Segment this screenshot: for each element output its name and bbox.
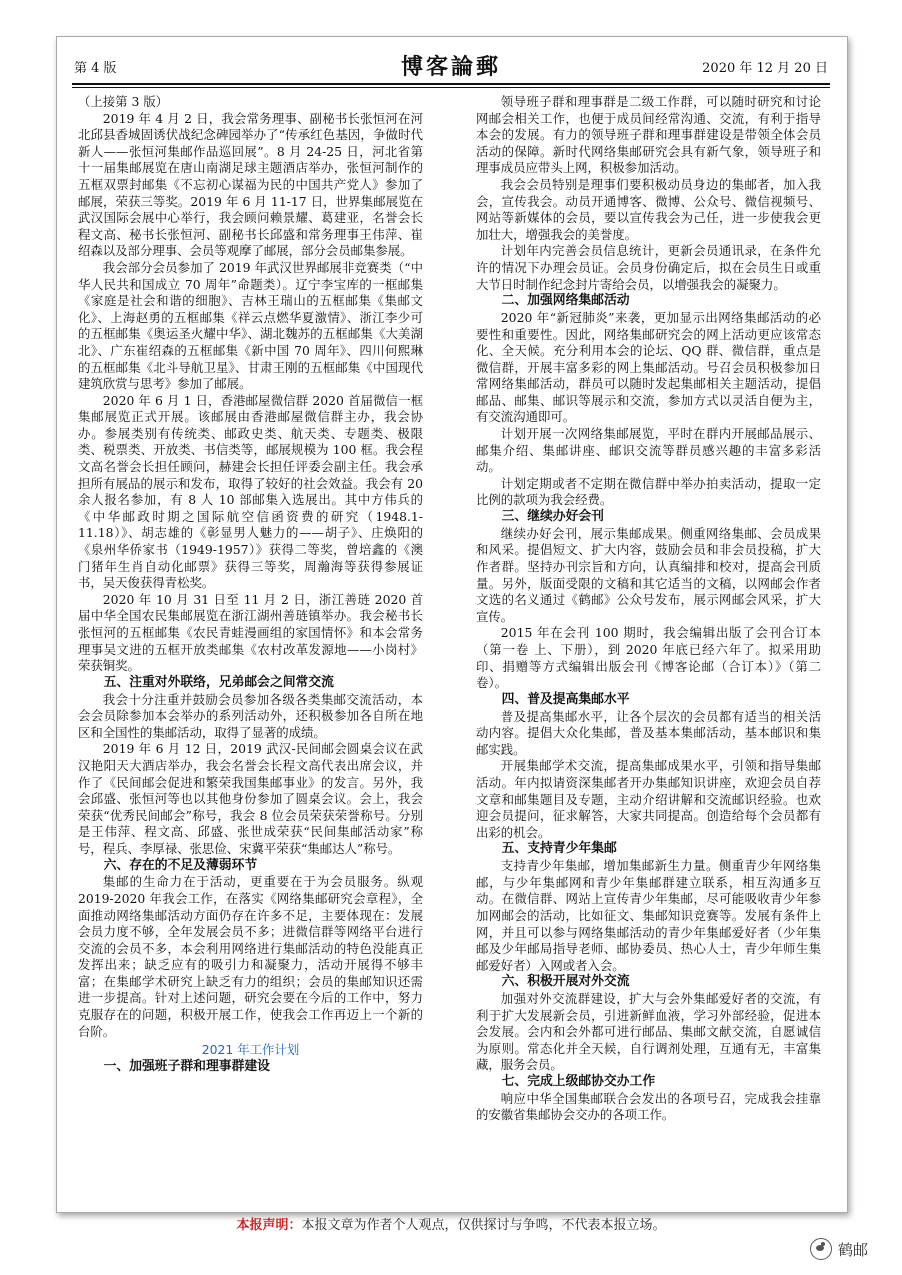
issue-date: 2020 年 12 月 20 日 — [702, 61, 828, 76]
paragraph: 加强对外交流群建设，扩大与会外集邮爱好者的交流，有利于扩大发展新会员，引进新鲜血液，学习外部经验，促进本会发展。会内和会外都可进行邮品、集邮文献交流，自愿诚信为原则。常态化并全天候，自行调剂处理，互通有无，丰富集藏，服务会员。 — [476, 991, 821, 1073]
right-column — [476, 94, 821, 1202]
paragraph: 计划定期或者不定期在微信群中举办拍卖活动，提取一定比例的款项为我会经费。 — [476, 475, 821, 508]
work-plan-title: 2021 年工作计划 — [201, 1042, 300, 1058]
paragraph: 集邮的生命力在于活动，更重要在于为会员服务。纵观 2019-2020 年我会工作，在落实《网络集邮研究会章程》，全面推动网络集邮活动方面仍存在许多不足，主要体现在：发展会员力度不够，全年发展会员不多；进微信群等网络平台进行交流的会员不多，本会利用网络进行集邮活动的特色没能真正发挥出来；缺乏应有的吸引力和凝聚力，活动开展得不够丰富；在集邮学术研究上缺乏有力的组织；会员的集邮知识还需进一步提高。针对上述问题，研究会要在今后的工作中，努力克服存在的问题，积极开展工作，使我会工作再迈上一个新的台阶。 — [78, 874, 423, 1039]
paragraph: 支持青少年集邮，增加集邮新生力量。侧重青少年网络集邮，与少年集邮网和青少年集邮群建立联系，相互沟通多互动。在微信群、网站上宣传青少年集邮，尽可能吸收青少年参加网邮会的活动，比如征文、集邮知识竞赛等。发展有条件上网，并且可以参与网络集邮活动的青少年集邮爱好者（少年集邮及少年邮局指导老师、邮协委员、热心人士，青少年师生集邮爱好者）入网或者入会。 — [476, 858, 821, 973]
paragraph: 我会部分会员参加了 2019 年武汉世界邮展非竞赛类（“中华人民共和国成立 70 周年”命题类）。辽宁李宝库的一框邮集《家庭是社会和谐的细胞》、吉林王瑞山的五框邮集《集邮文化》、上海赵勇的五框邮集《祥云点燃华夏激情》、浙江李少可的五框邮集《奥运圣火耀中华》、湖北魏苏的五框邮集《大美湖北》、广东崔绍森的五框邮集《新中国 70 周年》、四川何熙琳的五框邮集《北斗导航卫星》、甘肃王刚的五框邮集《中国现代建筑欣赏与思考》参加了邮展。 — [78, 259, 423, 392]
section-heading: 二、加强网络集邮活动 — [501, 293, 630, 309]
left-column — [78, 94, 423, 1202]
paragraph: 响应中华全国集邮联合会发出的各项号召，完成我会挂靠的安徽省集邮协会交办的各项工作。 — [476, 1090, 821, 1123]
paragraph: 2019 年 4 月 2 日，我会常务理事、副秘书长张恒河在河北邱县香城固诱伏战纪念碑园举办了“传承红色基因，争做时代新人——张恒河集邮作品巡回展”。8 月 24-25 日，河北省第十一届集邮展览在唐山南湖足球主题酒店举办，张恒河制作的五框双票封邮集《不忘初心谋福为民的中国共产党人》参加了邮展，荣获三等奖。2019 年 6 月 11-17 日，世界集邮展览在武汉国际会展中心举行，我会顾问赖景耀、葛建亚，名誉会长程文高、秘书长张恒河、副秘书长邱盛和常务理事王伟萍、崔绍森以及部分理事、会员等观摩了邮展，部分会员邮集参展。 — [78, 110, 423, 259]
edition-number: 第 4 版 — [74, 61, 117, 76]
paragraph: 我会会员特别是理事们要积极动员身边的集邮者，加入我会，宣传我会。动员开通博客、微博、公众号、微信视频号、网站等新媒体的会员，要以宣传我会为己任，进一步使我会更加壮大，增强我会的美誉度。 — [476, 176, 821, 242]
watermark — [810, 1238, 868, 1260]
header-rule-thin — [72, 87, 830, 88]
paragraph: 2015 年在会刊 100 期时，我会编辑出版了会刊合订本（第一卷 上、下册），到 2020 年底已经六年了。拟采用助印、捐赠等方式编辑出版会刊《博客论邮（合订本）》（第二卷）。 — [476, 625, 821, 691]
section-heading: 四、普及提高集邮水平 — [501, 691, 630, 707]
paragraph: 继续办好会刊，展示集邮成果。侧重网络集邮、会员成果和风采。提倡短文、扩大内容，鼓励会员和非会员投稿，扩大作者群。坚持办刊宗旨和方向，认真编排和校对，提高会刊质量。另外，版面受限的文稿和其它适当的文稿，以网邮会作者文选的名义通过《鹤邮》公众号发布，展示网邮会风采，扩大宣传。 — [476, 525, 821, 624]
masthead-title: 博客論郵 — [400, 54, 501, 80]
continued-note: （上接第 3 版） — [78, 94, 169, 109]
watermark-text: 鹤邮 — [837, 1240, 868, 1259]
header-rule — [72, 83, 830, 85]
paragraph: 2020 年 6 月 1 日，香港邮屋微信群 2020 首届微信一框集邮展览正式开展。该邮展由香港邮屋微信群主办，我会协办。参展类别有传统类、邮政史类、航天类、专题类、极限类、税票类、开放类、书信类等，邮展规模为 100 框。我会程文高名誉会长担任顾问，赫建会长担任评委会副主任。我会承担所有展品的展示和发布，取得了较好的社会效益。我会有 20 余人报名参加，有 8 人 10 部邮集入选展出。其中方伟兵的《中华邮政时期之国际航空信函资费的研究（1948.1-11.18）》、胡志雄的《彰显男人魅力的——胡子》、庄焕阳的《泉州华侨家书（1949-1957）》获得二等奖，曾培鑫的《澳门猪年生肖自动化邮票》获得三等奖，周瀚海等获得参展证书，吴天俊获得青松奖。 — [78, 392, 423, 591]
section-heading: 六、存在的不足及薄弱环节 — [103, 857, 258, 873]
paragraph: 领导班子群和理事群是二级工作群，可以随时研究和讨论网邮会相关工作，也便于成员间经常沟通、交流，有利于指导本会的发展。有力的领导班子群和理事群建设是带领全体会员活动的保障。新时代网络集邮研究会具有新气象，领导班子和理事成员应带头上网，积极参加活动。 — [476, 94, 821, 176]
paragraph: 开展集邮学术交流，提高集邮成果水平，引领和指导集邮活动。年内拟请资深集邮者开办集邮知识讲座，欢迎会员自荐文章和邮集题目及专题，主动介绍讲解和交流邮识经验。也欢迎会员提问，征求解答，大家共同提高。创造给每个会员都有出彩的机会。 — [476, 758, 821, 840]
paragraph: 计划年内完善会员信息统计，更新会员通讯录，在条件允许的情况下办理会员证。会员身份确定后，拟在会员生日或重大节日时制作纪念封片寄给会员，以增强我会的凝聚力。 — [476, 243, 821, 292]
paragraph: 我会十分注重并鼓励会员参加各级各类集邮交流活动，本会会员除参加本会举办的系列活动外，还积极参加各自所在地区和全国性的集邮活动，取得了显著的成绩。 — [78, 691, 423, 740]
paragraph: 计划开展一次网络集邮展览，平时在群内开展邮品展示、邮集介绍、集邮讲座、邮识交流等群员感兴趣的丰富多彩活动。 — [476, 426, 821, 475]
page-header — [74, 50, 828, 84]
section-heading: 五、支持青少年集邮 — [501, 841, 617, 857]
disclaimer-label: 本报声明： — [236, 1218, 302, 1233]
section-heading: 五、注重对外联络，兄弟邮会之间常交流 — [103, 674, 334, 690]
disclaimer-text: 本报文章为作者个人观点，仅供探讨与争鸣，不代表本报立场。 — [301, 1218, 666, 1233]
section-heading: 三、继续办好会刊 — [501, 509, 604, 525]
wechat-logo-icon — [810, 1238, 832, 1260]
section-heading: 六、积极开展对外交流 — [501, 974, 630, 990]
disclaimer — [0, 1214, 902, 1233]
paragraph: 2019 年 6 月 12 日，2019 武汉-民间邮会圆桌会议在武汉艳阳天大酒店举办，我会名誉会长程文高代表出席会议，并作了《民间邮会促进和繁荣我国集邮事业》的发言。另外，我会邱盛、张恒河等也以其他身份参加了圆桌会议。会上，我会荣获“优秀民间邮会”称号，我会 8 位会员荣获荣誉称号。分别是王伟萍、程文高、邱盛、张世成荣获“民间集邮活动家”称号，程兵、李厚禄、张思俭、宋冀平荣获“集邮达人”称号。 — [78, 741, 423, 856]
paragraph: 2020 年 10 月 31 日至 11 月 2 日，浙江善琏 2020 首届中华全国农民集邮展览在浙江湖州善琏镇举办。我会秘书长张恒河的五框邮集《农民青蛙漫画组的家国情怀》和本会常务理事吴文进的五框开放类邮集《农村改革发源地——小岗村》荣获铜奖。 — [78, 591, 423, 674]
paragraph: 2020 年“新冠肺炎”来袭，更加显示出网络集邮活动的必要性和重要性。因此，网络集邮研究会的网上活动更应该常态化、全天候。充分利用本会的论坛、QQ 群、微信群，重点是微信群，开展丰富多彩的网上集邮活动。号召会员积极参加日常网络集邮活动，群员可以随时发起集邮相关主题活动，提倡邮品、邮集、邮识等展示和交流，参加方式以灵活自便为主，有交流沟通即可。 — [476, 309, 821, 425]
section-heading: 一、加强班子群和理事群建设 — [103, 1058, 270, 1074]
paragraph: 普及提高集邮水平，让各个层次的会员都有适当的相关活动内容。提倡大众化集邮，普及基本集邮活动，基本邮识和集邮实践。 — [476, 708, 821, 757]
section-heading: 七、完成上级邮协交办工作 — [501, 1074, 656, 1090]
